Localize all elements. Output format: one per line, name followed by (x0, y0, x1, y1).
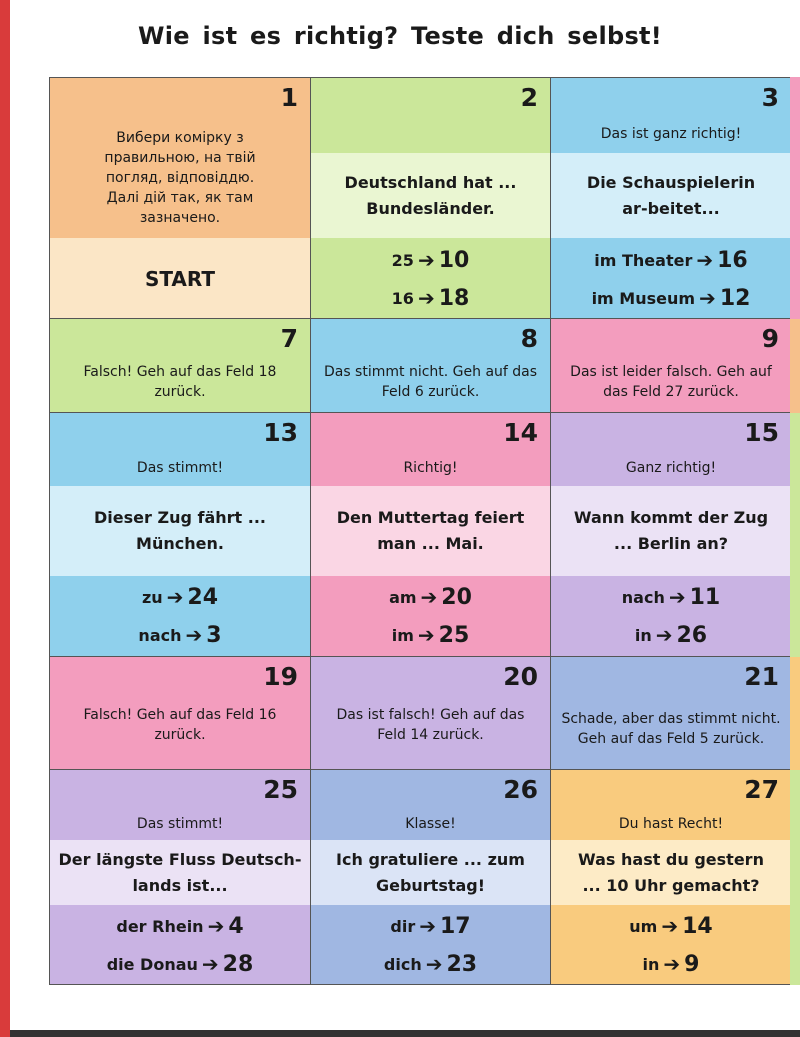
arrow-right-icon: ➔ (417, 623, 435, 647)
option-1[interactable] (311, 241, 550, 279)
feedback-text: Klasse! (405, 816, 456, 832)
question-text: Deutschland hat ... Bundesländer. (344, 172, 517, 218)
next-column-edge (790, 77, 800, 319)
field-2 (311, 77, 551, 319)
field-number: 20 (503, 662, 538, 691)
arrow-right-icon: ➔ (696, 248, 714, 272)
option-target: 17 (439, 913, 471, 939)
feedback-text: Du hast Recht! (618, 816, 724, 832)
instruction-text: Вибери комірку з правильною, на твій погляд, відповіддю. Далі дій так, як там зазначено. (104, 129, 256, 226)
option-target: 12 (719, 285, 751, 311)
field-19 (49, 657, 311, 770)
option-target: 11 (689, 584, 721, 610)
option-label: zu (141, 587, 163, 607)
option-target: 10 (438, 247, 470, 273)
field-21 (551, 657, 792, 770)
option-label: nach (621, 587, 665, 607)
option-label: dir (390, 916, 416, 936)
option-label: nach (138, 625, 182, 645)
field-number: 27 (744, 775, 779, 804)
option-label: dich (383, 954, 422, 974)
option-1[interactable] (551, 241, 791, 279)
field-number: 9 (761, 324, 779, 353)
arrow-right-icon: ➔ (655, 623, 673, 647)
arrow-right-icon: ➔ (207, 914, 225, 938)
field-20 (311, 657, 551, 770)
option-target: 24 (187, 584, 219, 610)
option-1[interactable] (50, 578, 310, 616)
feedback-text: Falsch! Geh auf das Feld 16 zurück. (83, 707, 277, 743)
option-2[interactable] (311, 945, 550, 983)
question-text: Die Schauspielerin ar-beitet... (586, 172, 756, 218)
field-number: 7 (280, 324, 298, 353)
field-number: 2 (520, 83, 538, 112)
feedback-text: Das stimmt! (136, 816, 224, 832)
option-2[interactable] (311, 616, 550, 654)
arrow-right-icon: ➔ (661, 914, 679, 938)
arrow-right-icon: ➔ (420, 585, 438, 609)
option-target: 20 (441, 584, 472, 610)
option-target: 23 (446, 951, 478, 977)
question-text: Den Muttertag feiert man ... Mai. (336, 508, 525, 553)
field-7 (49, 319, 311, 413)
option-target: 26 (676, 622, 708, 648)
option-target: 14 (682, 913, 713, 939)
field-number: 8 (520, 324, 538, 353)
arrow-right-icon: ➔ (419, 914, 436, 938)
option-1[interactable] (311, 578, 550, 616)
page-title: Wie ist es richtig? Teste dich selbst! (137, 22, 663, 50)
feedback-text: Ganz richtig! (625, 460, 717, 476)
next-column-edge (790, 657, 800, 770)
field-3 (551, 77, 792, 319)
next-column-edge (790, 413, 800, 657)
option-1[interactable] (50, 907, 310, 945)
option-2[interactable] (551, 945, 791, 983)
field-27 (551, 770, 792, 985)
option-target: 28 (222, 951, 254, 977)
field-15 (551, 413, 792, 657)
field-number: 21 (744, 662, 779, 691)
option-target: 18 (438, 285, 470, 311)
option-1[interactable] (551, 907, 791, 945)
game-board (49, 77, 800, 985)
arrow-right-icon: ➔ (185, 623, 203, 647)
next-column-edge (790, 319, 800, 413)
feedback-text: Das ist ganz richtig! (600, 126, 742, 142)
field-number: 19 (263, 662, 298, 691)
feedback-text: Richtig! (403, 460, 458, 476)
field-13 (49, 413, 311, 657)
field-number: 13 (263, 418, 298, 447)
arrow-right-icon: ➔ (425, 952, 443, 976)
next-column-edge (790, 770, 800, 985)
question-text: Was hast du gestern ... 10 Uhr gemacht? (578, 849, 764, 895)
field-1 (49, 77, 311, 319)
option-target: 9 (684, 951, 700, 977)
option-label: um (629, 916, 658, 936)
arrow-right-icon: ➔ (663, 952, 681, 976)
arrow-right-icon: ➔ (166, 585, 184, 609)
field-number: 1 (280, 83, 298, 112)
field-number: 25 (263, 775, 298, 804)
option-2[interactable] (50, 616, 310, 654)
option-label: im Theater (594, 250, 693, 270)
option-label: in (634, 625, 652, 645)
field-9 (551, 319, 792, 413)
field-number: 3 (761, 83, 779, 112)
feedback-text: Das ist leider falsch. Geh auf das Feld 27 zurück. (570, 364, 772, 400)
field-number: 14 (503, 418, 538, 447)
option-label: am (389, 587, 417, 607)
option-label: der Rhein (116, 916, 204, 936)
option-1[interactable] (311, 907, 550, 945)
option-target: 25 (438, 622, 470, 648)
feedback-text: Schade, aber das stimmt nicht. Geh auf das Feld 5 zurück. (561, 711, 781, 747)
page-red-edge (0, 0, 10, 1037)
question-text: Ich gratuliere ... zum Geburtstag! (336, 849, 525, 895)
option-label: die Donau (106, 954, 198, 974)
question-text: Dieser Zug fährt ... München. (94, 508, 266, 553)
option-target: 4 (228, 913, 244, 939)
option-2[interactable] (50, 945, 310, 983)
option-1[interactable] (551, 578, 791, 616)
option-target: 3 (206, 622, 222, 648)
arrow-right-icon: ➔ (201, 952, 219, 976)
arrow-right-icon: ➔ (699, 286, 716, 310)
question-text: Wann kommt der Zug ... Berlin an? (573, 508, 769, 553)
option-target: 16 (717, 247, 748, 273)
option-label: 16 (391, 288, 414, 308)
option-label: 25 (391, 250, 414, 270)
arrow-right-icon: ➔ (417, 286, 435, 310)
option-2[interactable] (311, 279, 550, 317)
field-14 (311, 413, 551, 657)
option-label: in (642, 954, 660, 974)
feedback-text: Falsch! Geh auf das Feld 18 zurück. (83, 364, 277, 400)
feedback-text: Das ist falsch! Geh auf das Feld 14 zurück. (336, 707, 525, 743)
page-bottom-border (10, 1030, 800, 1037)
field-8 (311, 319, 551, 413)
option-label: im (391, 625, 414, 645)
arrow-right-icon: ➔ (668, 585, 686, 609)
field-26 (311, 770, 551, 985)
feedback-text: Das stimmt! (136, 460, 224, 476)
question-text: Der längste Fluss Deutsch-lands ist... (58, 849, 302, 895)
field-25 (49, 770, 311, 985)
arrow-right-icon: ➔ (417, 248, 435, 272)
field-number: 26 (503, 775, 538, 804)
start-label: START (144, 267, 216, 291)
option-label: im Museum (591, 288, 696, 308)
option-2[interactable] (551, 279, 791, 317)
field-number: 15 (744, 418, 779, 447)
feedback-text: Das stimmt nicht. Geh auf das Feld 6 zurück. (323, 364, 538, 400)
option-2[interactable] (551, 616, 791, 654)
